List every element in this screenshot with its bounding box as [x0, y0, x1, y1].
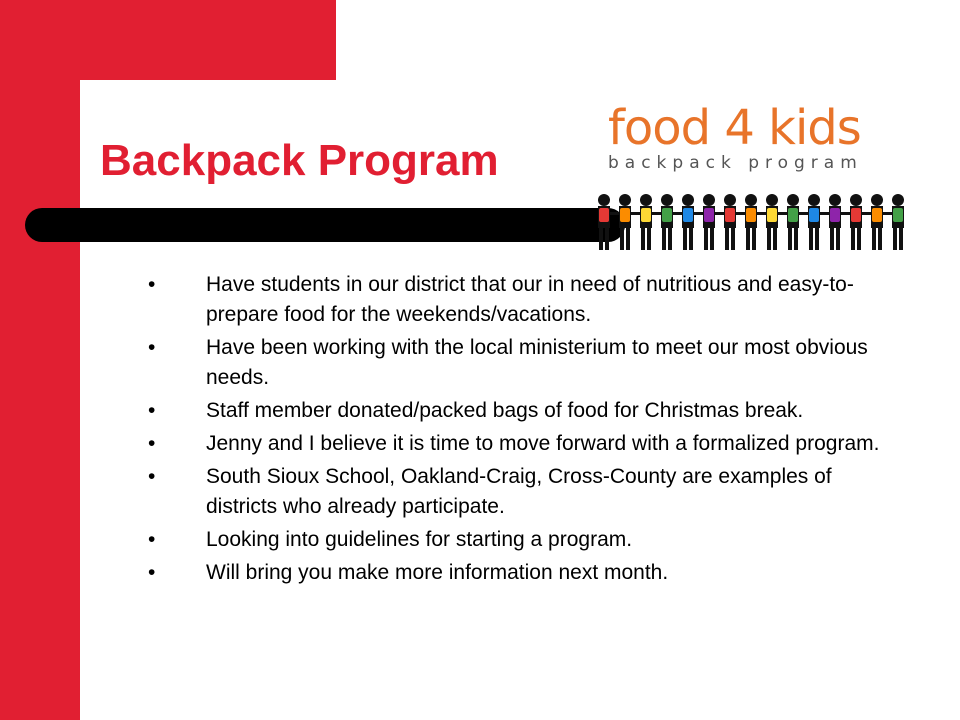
svg-text:food 4 kids: food 4 kids — [608, 100, 861, 156]
child-figure — [598, 194, 621, 250]
bullet-text: Have students in our district that our in need of nutritious and easy-to-prepare food for the weekends/vacations. — [206, 273, 854, 326]
food-4-kids-logo-image — [588, 92, 920, 254]
bullet-item — [148, 429, 908, 459]
bullet-text: Staff member donated/packed bags of food for Christmas break. — [206, 399, 804, 422]
bullet-list — [148, 270, 908, 591]
bullet-dot: • — [148, 273, 156, 296]
child-figure — [661, 194, 684, 250]
bullet-item — [148, 396, 908, 426]
red-side-band — [0, 0, 80, 720]
bullet-text: Looking into guidelines for starting a program. — [206, 528, 633, 551]
bullet-item — [148, 525, 908, 555]
red-top-band — [80, 0, 336, 80]
children-silhouettes-icon — [598, 194, 904, 250]
bullet-text: Jenny and I believe it is time to move forward with a formalized program. — [206, 432, 880, 455]
bullet-item — [148, 558, 908, 588]
child-figure — [766, 194, 789, 250]
bullet-item — [148, 462, 908, 522]
svg-text:backpack program: backpack program — [608, 153, 863, 173]
title-underline-bar — [25, 208, 625, 242]
child-figure — [850, 194, 873, 250]
bullet-text: South Sioux School, Oakland-Craig, Cross-County are examples of districts who already participate. — [206, 465, 832, 518]
bullet-dot: • — [148, 528, 156, 551]
child-figure — [892, 194, 904, 250]
child-figure — [871, 194, 894, 250]
child-figure — [619, 194, 642, 250]
child-figure — [682, 194, 705, 250]
bullet-dot: • — [148, 399, 156, 422]
child-figure — [745, 194, 768, 250]
child-figure — [829, 194, 852, 250]
bullet-text: Will bring you make more information next month. — [206, 561, 669, 584]
bullet-dot: • — [148, 465, 156, 488]
bullet-dot: • — [148, 561, 156, 584]
child-figure — [703, 194, 726, 250]
child-figure — [808, 194, 831, 250]
food-4-kids-logo — [588, 92, 920, 254]
child-figure — [724, 194, 747, 250]
child-figure — [640, 194, 663, 250]
bullet-item — [148, 270, 908, 330]
bullet-dot: • — [148, 432, 156, 455]
bullet-dot: • — [148, 336, 156, 359]
bullet-item — [148, 333, 908, 393]
slide-title: Backpack Program — [100, 136, 499, 185]
bullet-text: Have been working with the local ministerium to meet our most obvious needs. — [206, 336, 868, 389]
child-figure — [787, 194, 810, 250]
